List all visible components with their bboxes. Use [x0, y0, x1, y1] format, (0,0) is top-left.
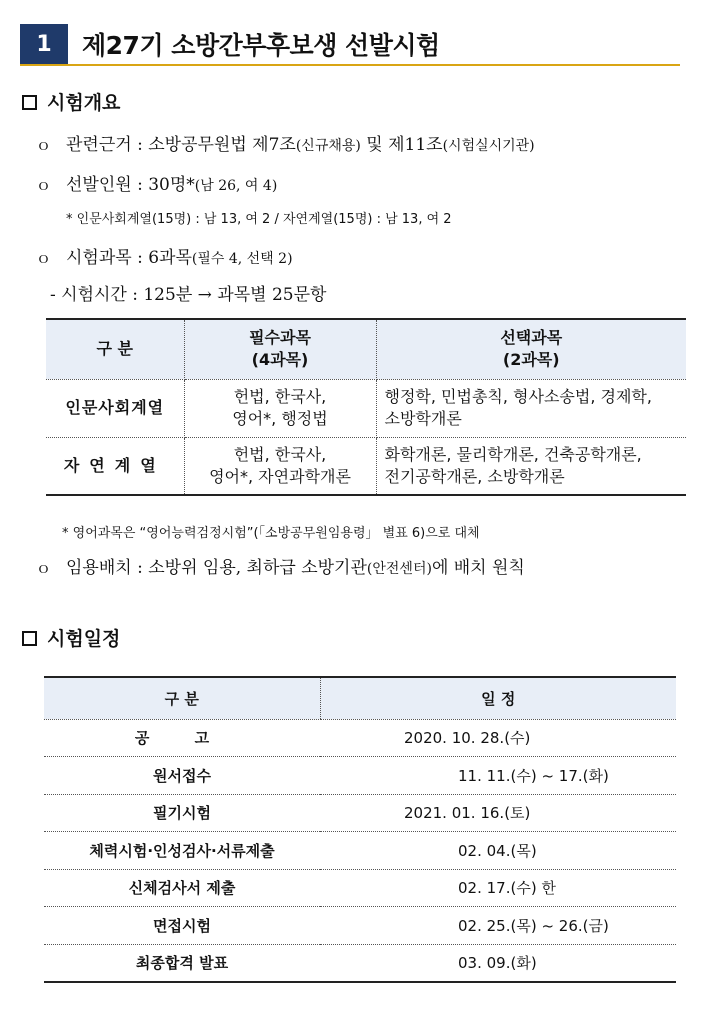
row-elective-line1: 행정학, 민법총칙, 형사소송법, 경제학, — [384, 387, 652, 406]
subjects-note: (필수 4, 선택 2) — [191, 251, 293, 267]
row-required-line1: 헌법, 한국사, — [233, 444, 327, 464]
basis-line — [36, 130, 535, 155]
basis-mid: 및 제11조 — [360, 135, 443, 155]
header-category: 구 분 — [46, 319, 184, 379]
title-bar — [20, 22, 680, 66]
table-row — [44, 869, 676, 907]
row-elective-line2: 전기공학개론, 소방학개론 — [384, 466, 565, 486]
section-number-badge: 1 — [20, 24, 68, 64]
duration-line: - 시험시간 : 125분 → 과목별 25문항 — [50, 285, 327, 305]
schedule-item-date: 02. 04.(목) — [320, 832, 676, 870]
placement-line — [36, 553, 525, 578]
table-row — [44, 757, 676, 795]
checkbox-square-icon — [22, 95, 37, 110]
table-row — [44, 719, 676, 757]
table-header-row — [46, 319, 686, 379]
header-elective-sub: (2과목) — [502, 350, 560, 370]
table-row — [46, 379, 686, 437]
selection-line — [36, 170, 277, 195]
basis-label: 관련근거 : 소방공무원법 제7조 — [66, 135, 296, 155]
overview-heading-text: 시험개요 — [47, 92, 121, 114]
table-header-row — [44, 677, 676, 719]
circle-bullet-icon: ｏ — [36, 249, 52, 267]
schedule-item-date: 11. 11.(수) ~ 17.(화) — [320, 757, 676, 795]
schedule-item-date: 02. 25.(목) ~ 26.(금) — [320, 907, 676, 945]
schedule-item-date: 2020. 10. 28.(수) — [320, 719, 676, 757]
header-required — [184, 319, 376, 379]
header-elective-text: 선택과목 — [500, 328, 563, 348]
selection-note: (남 26, 여 4) — [194, 178, 278, 194]
page-title: 제27기 소방간부후보생 선발시험 — [82, 31, 440, 60]
circle-bullet-icon: ｏ — [36, 136, 52, 154]
row-required — [184, 437, 376, 495]
schedule-item-name: 공 고 — [44, 719, 320, 757]
row-required-line2: 영어*, 자연과학개론 — [209, 466, 351, 486]
schedule-heading-text: 시험일정 — [47, 628, 121, 650]
checkbox-square-icon — [22, 631, 37, 646]
selection-label: 선발인원 : 30명* — [66, 175, 195, 195]
schedule-item-date: 2021. 01. 16.(토) — [320, 794, 676, 832]
table-row — [46, 437, 686, 495]
subjects-line — [36, 243, 293, 268]
row-required-line2: 영어*, 행정법 — [232, 409, 328, 428]
row-required-line1: 헌법, 한국사, — [233, 387, 327, 406]
header-category: 구 분 — [44, 677, 320, 719]
overview-heading — [22, 88, 120, 115]
english-note: * 영어과목은 “영어능력검정시험”(「소방공무원임용령」 별표 6)으로 대체 — [62, 526, 480, 541]
schedule-item-name: 신체검사서 제출 — [44, 869, 320, 907]
schedule-item-name: 체력시험·인성검사·서류제출 — [44, 832, 320, 870]
row-required — [184, 379, 376, 437]
placement-label: 임용배치 : 소방위 임용, 최하급 소방기관 — [66, 558, 367, 578]
header-required-text: 필수과목 — [249, 328, 311, 348]
schedule-item-date: 02. 17.(수) 한 — [320, 869, 676, 907]
schedule-item-name: 필기시험 — [44, 794, 320, 832]
row-elective — [376, 437, 686, 495]
placement-note: (안전센터) — [366, 561, 432, 577]
row-elective-line1: 화학개론, 물리학개론, 건축공학개론, — [384, 444, 642, 464]
schedule-item-name: 최종합격 발표 — [44, 944, 320, 982]
basis-note1: (신규채용) — [295, 138, 361, 154]
circle-bullet-icon: ｏ — [36, 176, 52, 194]
table-row — [44, 794, 676, 832]
table-row — [44, 832, 676, 870]
schedule-heading — [22, 624, 120, 651]
subjects-table — [46, 318, 686, 496]
placement-tail: 에 배치 원칙 — [431, 558, 525, 578]
table-row — [44, 907, 676, 945]
row-elective — [376, 379, 686, 437]
selection-detail: * 인문사회계열(15명) : 남 13, 여 2 / 자연계열(15명) : 남 13, 여 2 — [66, 212, 452, 227]
row-elective-line2: 소방학개론 — [384, 409, 462, 428]
basis-note2: (시험실시기관) — [442, 138, 535, 154]
schedule-table — [44, 676, 676, 983]
schedule-item-name: 원서접수 — [44, 757, 320, 795]
header-required-sub: (4과목) — [251, 350, 309, 370]
header-elective — [376, 319, 686, 379]
schedule-item-name: 면접시험 — [44, 907, 320, 945]
subjects-label: 시험과목 : 6과목 — [66, 248, 192, 268]
row-category: 인문사회계열 — [46, 379, 184, 437]
header-date: 일 정 — [320, 677, 676, 719]
circle-bullet-icon: ｏ — [36, 559, 52, 577]
row-category: 자연계열 — [46, 437, 184, 495]
schedule-item-date: 03. 09.(화) — [320, 944, 676, 982]
table-row — [44, 944, 676, 982]
